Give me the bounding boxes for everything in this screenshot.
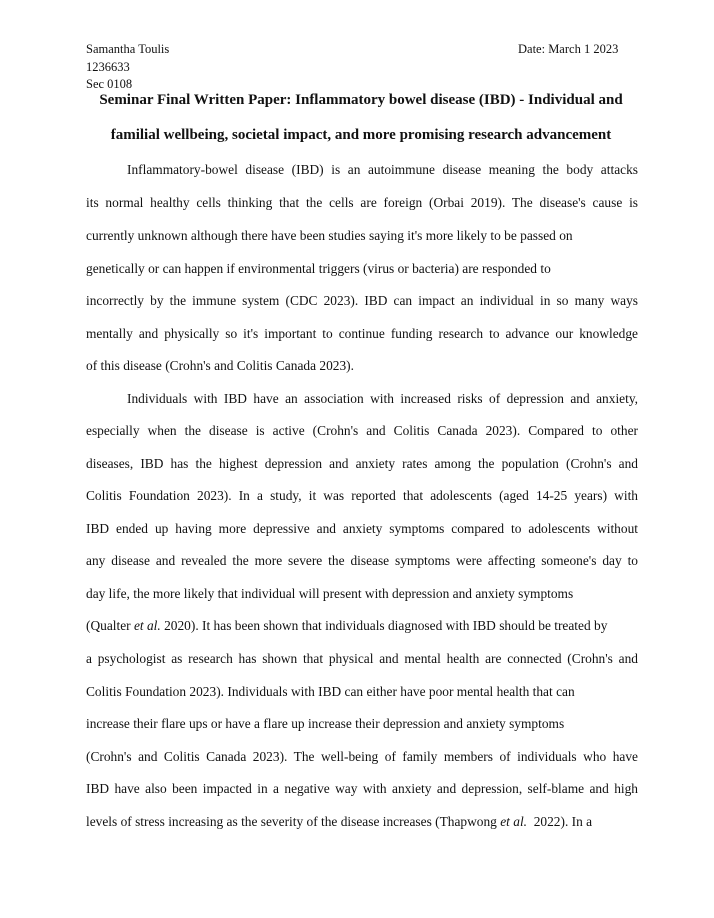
- paragraph-2-line: (Crohn's and Colitis Canada 2023). The well-being of family members of individuals who have: [86, 749, 638, 764]
- paragraph-2-line-citation: [86, 813, 638, 831]
- paragraph-2-line: especially when the disease is active (Crohn's and Colitis Canada 2023). Compared to other: [86, 423, 638, 438]
- paragraph-1-line: of this disease (Crohn's and Colitis Canada 2023).: [86, 358, 354, 373]
- student-id: 1236633: [86, 60, 130, 74]
- paragraph-1-line: its normal healthy cells thinking that the cells are foreign (Orbai 2019). The disease's cause is: [86, 195, 638, 210]
- paragraph-2-line: any disease and revealed the more severe the disease symptoms were affecting someone's day to: [86, 553, 638, 568]
- paragraph-2-line: IBD ended up having more depressive and anxiety symptoms compared to adolescents without: [86, 521, 638, 536]
- citation-et-al: et al.: [500, 814, 528, 829]
- paragraph-2-line: day life, the more likely that individual will present with depression and anxiety symptoms: [86, 586, 574, 601]
- paragraph-1-line: genetically or can happen if environmental triggers (virus or bacteria) are responded to: [86, 261, 551, 276]
- citation-text: 2020). It has been shown that individuals diagnosed with IBD should be treated by: [160, 618, 608, 633]
- paper-title-line-2: familial wellbeing, societal impact, and more promising research advancement: [110, 127, 612, 143]
- paragraph-1-line: incorrectly by the immune system (CDC 2023). IBD can impact an individual in so many ways: [86, 293, 638, 308]
- paragraph-2-line: Individuals with IBD have an association with increased risks of depression and anxiety,: [127, 391, 638, 406]
- paper-title-line-1: Seminar Final Written Paper: Inflammatory bowel disease (IBD) - Individual and: [99, 92, 623, 108]
- paragraph-1-line: Inflammatory-bowel disease (IBD) is an autoimmune disease meaning the body attacks: [127, 162, 638, 177]
- paragraph-2-line: diseases, IBD has the highest depression and anxiety rates among the population (Crohn's and: [86, 456, 638, 471]
- citation-text: 2022). In a: [527, 814, 593, 829]
- paragraph-2-line: Colitis Foundation 2023). Individuals with IBD can either have poor mental health that can: [86, 684, 575, 699]
- paragraph-1-line: currently unknown although there have been studies saying it's more likely to be passed on: [86, 228, 573, 243]
- author-name: Samantha Toulis: [86, 42, 170, 56]
- paragraph-2-line: Colitis Foundation 2023). In a study, it was reported that adolescents (aged 14-25 years) with: [86, 488, 638, 503]
- citation-et-al: et al.: [133, 618, 161, 633]
- paragraph-2-line: IBD have also been impacted in a negative way with anxiety and depression, self-blame and high: [86, 781, 638, 796]
- paragraph-2-line-citation: [86, 617, 638, 635]
- paragraph-2-line: increase their flare ups or have a flare up increase their depression and anxiety symptoms: [86, 716, 565, 731]
- citation-text: (Qualter: [86, 618, 134, 633]
- date: Date: March 1 2023: [518, 42, 619, 56]
- paragraph-2-line: a psychologist as research has shown that physical and mental health are connected (Crohn's and: [86, 651, 638, 666]
- paragraph-1-line: mentally and physically so it's important to continue funding research to advance our knowledge: [86, 326, 638, 341]
- section-number: Sec 0108: [86, 77, 133, 91]
- citation-text: levels of stress increasing as the severity of the disease increases (Thapwong: [86, 814, 501, 829]
